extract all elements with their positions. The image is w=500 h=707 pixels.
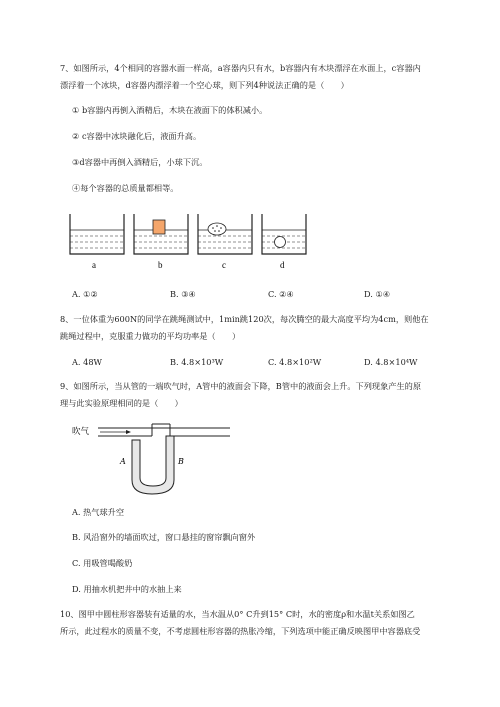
q9-option-a: A. 热气球升空: [72, 507, 125, 517]
q7-option-b: B. ③④: [170, 289, 196, 299]
container-label-b: b: [158, 260, 163, 270]
q7-statement-1: ① b容器内再倒入酒精后，木块在液面下的体积减小。: [72, 105, 268, 115]
q8-option-d: D. 4.8×10⁴W: [364, 357, 418, 367]
hollow-ball: [275, 237, 286, 248]
q9-option-d: D. 用抽水机把井中的水抽上来: [72, 584, 182, 594]
container-b: [134, 214, 188, 254]
container-d: [262, 214, 306, 254]
q7-stem-line2: 漂浮着一个冰块，d容器内漂浮着一个空心球，则下列4种说法正确的是（ ）: [60, 80, 349, 90]
q7-stem-line1: 7、如图所示，4个相同的容器水面一样高，a容器内只有水，b容器内有木块漂浮在水面上，c容器内: [60, 63, 421, 73]
q9-option-b: B. 风沿窗外的墙面吹过，窗口悬挂的窗帘飘向窗外: [72, 532, 256, 542]
container-label-a: a: [92, 260, 96, 270]
container-a: [70, 214, 124, 254]
tube-a-label: A: [120, 457, 126, 466]
q10-stem-line2: 所示，此过程水的质量不变，不考虑圆柱形容器的热胀冷缩，下列选项中能正确反映图甲中容器底受: [60, 626, 421, 636]
q9-option-c: C. 用吸管喝酸奶: [72, 558, 133, 568]
q7-statement-3: ③d容器中再倒入酒精后，小球下沉。: [72, 157, 208, 167]
q7-option-d: D. ①④: [364, 289, 391, 299]
q8-stem-line1: 8、一位体重为600N的同学在跳绳测试中，1min跳120次，每次腾空的最大高度平均为4cm，则他在: [60, 314, 429, 324]
tube-b-label: B: [178, 457, 184, 466]
q10-stem-line1: 10、图甲中圆柱形容器装有适量的水，当水温从0° C升到15° C时，水的密度ρ和水温t关系如图乙: [60, 609, 415, 619]
container-c: [198, 214, 252, 254]
q8-option-b: B. 4.8×10³W: [170, 357, 224, 367]
q7-statement-2: ② c容器中冰块融化后，液面升高。: [72, 131, 202, 141]
q7-option-a: A. ①②: [72, 289, 98, 299]
blow-label: 吹气: [72, 427, 90, 437]
q9-stem-line2: 理与此实验原理相同的是（ ）: [60, 398, 183, 408]
ice-block: [208, 223, 226, 235]
q8-option-a: A. 48W: [72, 357, 102, 367]
q7-containers-figure: [60, 210, 310, 272]
q9-u-tube-figure: [70, 418, 240, 498]
u-tube: [132, 436, 174, 494]
container-label-d: d: [280, 260, 285, 270]
wood-block: [153, 220, 165, 234]
container-label-c: c: [222, 260, 226, 270]
q8-stem-line2: 跳绳过程中，克服重力做功的平均功率是（ ）: [60, 331, 241, 341]
q9-stem-line1: 9、如图所示，当从管的一端吹气时，A管中的液面会下降，B管中的液面会上升。下列现象产生的原: [60, 381, 422, 391]
q7-option-c: C. ②④: [268, 289, 294, 299]
q8-option-c: C. 4.8×10²W: [268, 357, 322, 367]
q7-statement-4: ④每个容器的总质量都相等。: [72, 183, 179, 193]
